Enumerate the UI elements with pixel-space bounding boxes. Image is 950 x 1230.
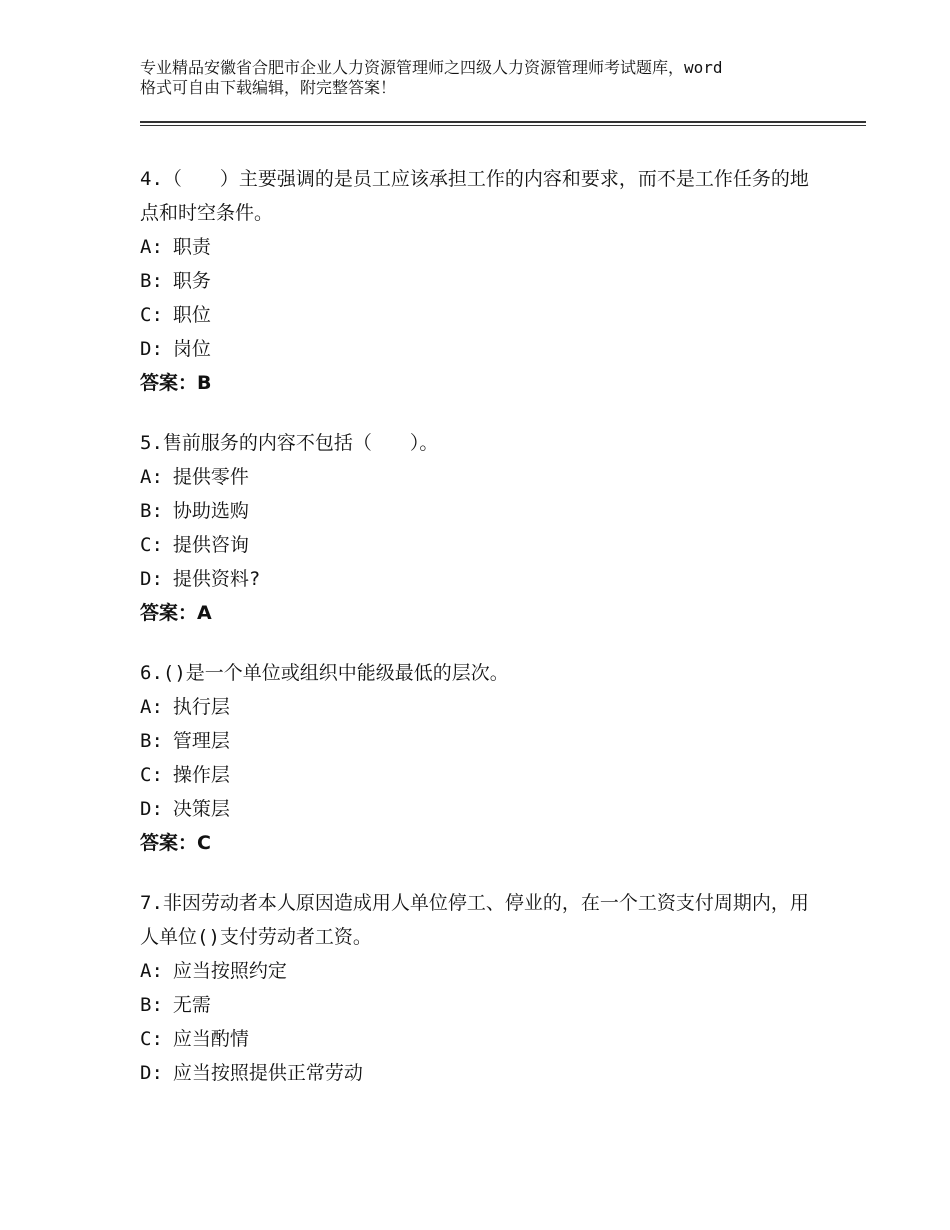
option-letter: C	[140, 764, 152, 786]
question-stem: 6.()是一个单位或组织中能级最低的层次。	[140, 662, 509, 684]
document-header	[140, 58, 840, 98]
option-letter: B	[140, 500, 152, 522]
answer-value: C	[197, 832, 211, 854]
option-d	[140, 1056, 820, 1090]
option-separator: :	[151, 994, 163, 1016]
question-stem: 4.（ ）主要强调的是员工应该承担工作的内容和要求，而不是工作任务的地点和时空条件。	[140, 168, 809, 224]
option-text: 应当按照提供正常劳动	[172, 1062, 363, 1084]
option-c	[140, 528, 820, 562]
option-c	[140, 1022, 820, 1056]
question-stem: 5.售前服务的内容不包括（ ）。	[140, 432, 439, 454]
option-d	[140, 792, 820, 826]
option-separator: :	[151, 534, 163, 556]
option-letter: A	[140, 236, 152, 258]
header-title-line-1: 专业精品安徽省合肥市企业人力资源管理师之四级人力资源管理师考试题库，word	[140, 58, 723, 77]
option-letter: D	[140, 1062, 152, 1084]
option-separator: :	[151, 338, 163, 360]
option-text: 应当按照约定	[172, 960, 287, 982]
option-a	[140, 460, 820, 494]
option-text: 协助选购	[172, 500, 249, 522]
option-b	[140, 724, 820, 758]
question-6	[140, 656, 820, 860]
question-7	[140, 886, 820, 1090]
header-divider-thin	[140, 125, 866, 126]
option-letter: A	[140, 960, 152, 982]
option-text: 提供零件	[172, 466, 249, 488]
option-text: 提供咨询	[172, 534, 249, 556]
option-letter: D	[140, 798, 152, 820]
option-letter: C	[140, 1028, 152, 1050]
answer-value: A	[197, 602, 212, 624]
option-text: 执行层	[172, 696, 230, 718]
answer-line	[140, 826, 820, 860]
option-d	[140, 562, 820, 596]
option-b	[140, 988, 820, 1022]
option-a	[140, 690, 820, 724]
option-d	[140, 332, 820, 366]
answer-line	[140, 366, 820, 400]
option-text: 岗位	[172, 338, 211, 360]
question-4	[140, 162, 820, 400]
option-text: 职位	[172, 304, 211, 326]
answer-prefix: 答案：	[140, 602, 198, 624]
option-letter: C	[140, 304, 152, 326]
question-list	[140, 162, 820, 1116]
option-separator: :	[151, 798, 163, 820]
question-stem: 7.非因劳动者本人原因造成用人单位停工、停业的，在一个工资支付周期内，用人单位()支付劳动者工资。	[140, 892, 809, 948]
option-text: 职务	[172, 270, 211, 292]
option-separator: :	[151, 1028, 163, 1050]
option-letter: B	[140, 270, 152, 292]
option-letter: A	[140, 466, 152, 488]
option-c	[140, 758, 820, 792]
header-title-line-2: 格式可自由下载编辑，附完整答案！	[140, 78, 397, 97]
option-separator: :	[151, 730, 163, 752]
option-letter: D	[140, 568, 152, 590]
question-5	[140, 426, 820, 630]
option-separator: :	[151, 568, 163, 590]
option-separator: :	[151, 236, 163, 258]
option-text: 决策层	[172, 798, 230, 820]
option-text: 无需	[172, 994, 211, 1016]
option-b	[140, 494, 820, 528]
answer-prefix: 答案：	[140, 832, 198, 854]
option-separator: :	[151, 960, 163, 982]
option-letter: B	[140, 730, 152, 752]
header-divider-thick	[140, 121, 866, 123]
option-letter: B	[140, 994, 152, 1016]
answer-line	[140, 596, 820, 630]
option-separator: :	[151, 696, 163, 718]
option-text: 提供资料?	[172, 568, 261, 590]
option-text: 管理层	[172, 730, 230, 752]
option-text: 操作层	[172, 764, 230, 786]
option-separator: :	[151, 270, 163, 292]
option-separator: :	[151, 500, 163, 522]
option-separator: :	[151, 466, 163, 488]
option-letter: C	[140, 534, 152, 556]
option-b	[140, 264, 820, 298]
option-a	[140, 230, 820, 264]
option-a	[140, 954, 820, 988]
option-text: 应当酌情	[172, 1028, 249, 1050]
option-letter: D	[140, 338, 152, 360]
option-separator: :	[151, 764, 163, 786]
answer-prefix: 答案：	[140, 372, 198, 394]
option-letter: A	[140, 696, 152, 718]
answer-value: B	[197, 372, 212, 394]
option-separator: :	[151, 304, 163, 326]
option-separator: :	[151, 1062, 163, 1084]
option-c	[140, 298, 820, 332]
option-text: 职责	[172, 236, 211, 258]
